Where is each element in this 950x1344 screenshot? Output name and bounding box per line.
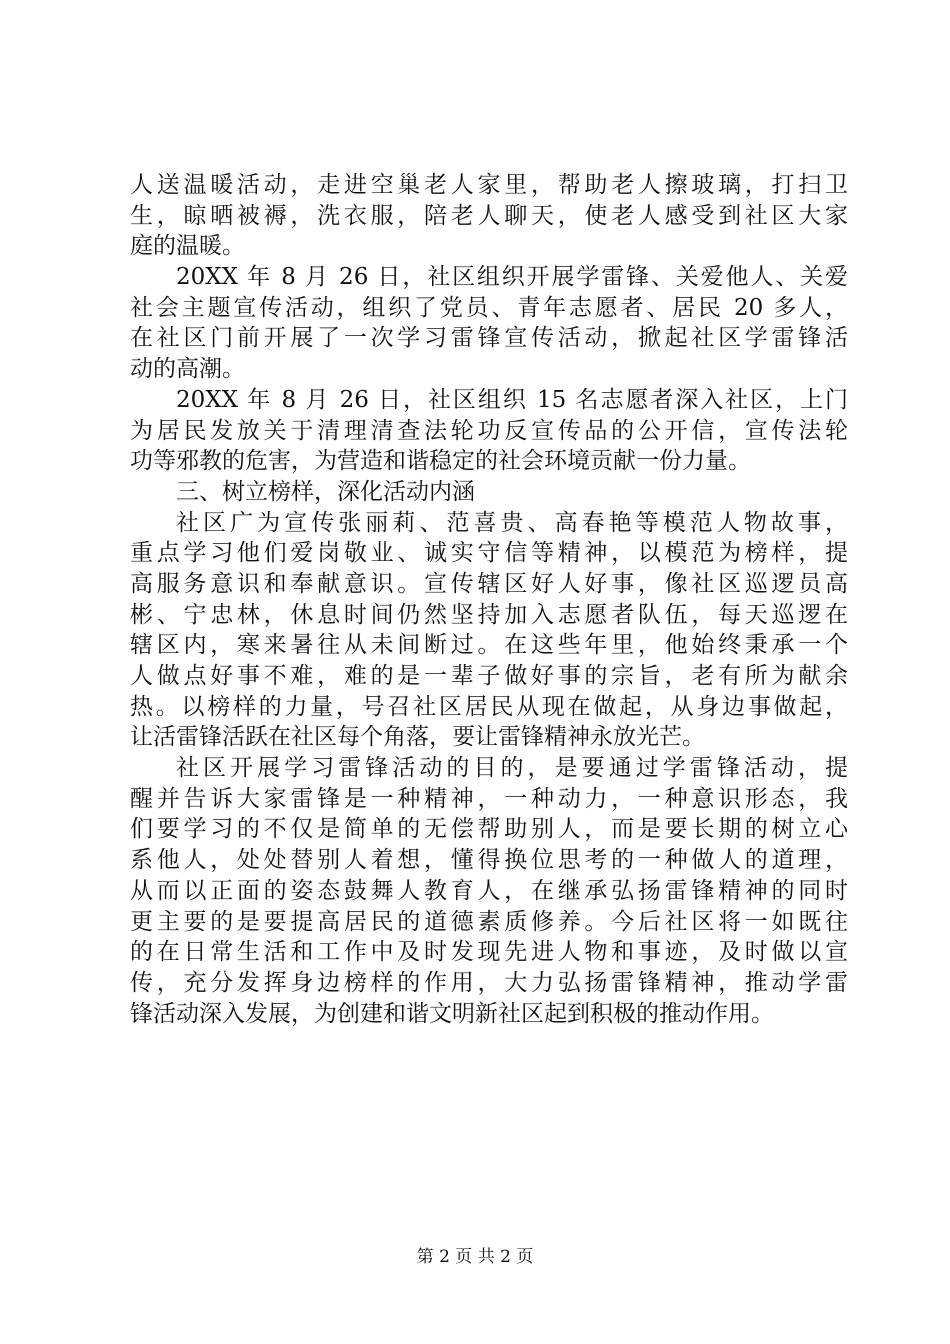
text-line: 热。以榜样的力量，号召社区居民从现在做起，从身边事做起，: [130, 693, 848, 720]
page-footer: 第 2 页 共 2 页: [416, 1247, 534, 1267]
paragraph-purpose: [130, 753, 848, 1029]
paragraph-open-letter: [130, 385, 848, 477]
document-body: [130, 170, 848, 1029]
text-line: 20XX 年 8 月 26 日，社区组织 15 名志愿者深入社区，上门: [176, 386, 848, 413]
text-line: 为居民发放关于清理清查法轮功反宣传品的公开信，宣传法轮: [130, 417, 848, 444]
text-line: 人送温暖活动，走进空巢老人家里，帮助老人擦玻璃，打扫卫: [130, 172, 848, 198]
text-line: 社区开展学习雷锋活动的目的，是要通过学雷锋活动，提: [176, 755, 848, 782]
text-line: 醒并告诉大家雷锋是一种精神，一种动力，一种意识形态，我: [130, 785, 848, 812]
text-line: 高服务意识和奉献意识。宣传辖区好人好事，像社区巡逻员高: [130, 570, 848, 597]
text-line: 们要学习的不仅是简单的无偿帮助别人，而是要长期的树立心: [130, 816, 848, 843]
paragraph-theme-publicity: [130, 262, 848, 385]
text-line: 庭的温暖。: [130, 233, 245, 260]
paragraph-role-models: [130, 508, 848, 754]
text-line: 三、树立榜样，深化活动内涵: [176, 478, 475, 505]
text-line: 系他人，处处替别人着想，懂得换位思考的一种做人的道理，: [130, 847, 848, 874]
text-line: 从而以正面的姿态鼓舞人教育人，在继承弘扬雷锋精神的同时: [130, 877, 848, 904]
text-line: 彬、宁忠林，休息时间仍然坚持加入志愿者队伍，每天巡逻在: [130, 601, 848, 628]
text-line: 动的高潮。: [130, 356, 245, 383]
text-line: 20XX 年 8 月 26 日，社区组织开展学雷锋、关爱他人、关爱: [176, 264, 848, 291]
text-line: 更主要的是要提高居民的道德素质修养。今后社区将一如既往: [130, 908, 848, 935]
text-line: 在社区门前开展了一次学习雷锋宣传活动，掀起社区学雷锋活: [130, 325, 848, 352]
text-line: 社会主题宣传活动，组织了党员、青年志愿者、居民 20 多人，: [130, 294, 848, 321]
text-line: 功等邪教的危害，为营造和谐稳定的社会环境贡献一份力量。: [130, 448, 751, 475]
text-line: 重点学习他们爱岗敬业、诚实守信等精神，以模范为榜样，提: [130, 540, 848, 567]
text-line: 人做点好事不难，难的是一辈子做好事的宗旨，老有所为献余: [130, 663, 848, 689]
text-line: 传，充分发挥身边榜样的作用，大力弘扬雷锋精神，推动学雷: [130, 969, 848, 996]
section-heading-role-models: [130, 477, 848, 508]
text-line: 生，晾晒被褥，洗衣服，陪老人聊天，使老人感受到社区大家: [130, 202, 848, 229]
text-line: 锋活动深入发展，为创建和谐文明新社区起到积极的推动作用。: [130, 1000, 774, 1027]
text-line: 的在日常生活和工作中及时发现先进人物和事迹，及时做以宣: [130, 939, 848, 966]
text-line: 社区广为宣传张丽莉、范喜贵、高春艳等模范人物故事，: [176, 509, 848, 536]
paragraph-warmth-visit: [130, 170, 848, 262]
text-line: 让活雷锋活跃在社区每个角落，要让雷锋精神永放光芒。: [130, 724, 705, 751]
text-line: 辖区内，寒来暑往从未间断过。在这些年里，他始终秉承一个: [130, 632, 848, 659]
